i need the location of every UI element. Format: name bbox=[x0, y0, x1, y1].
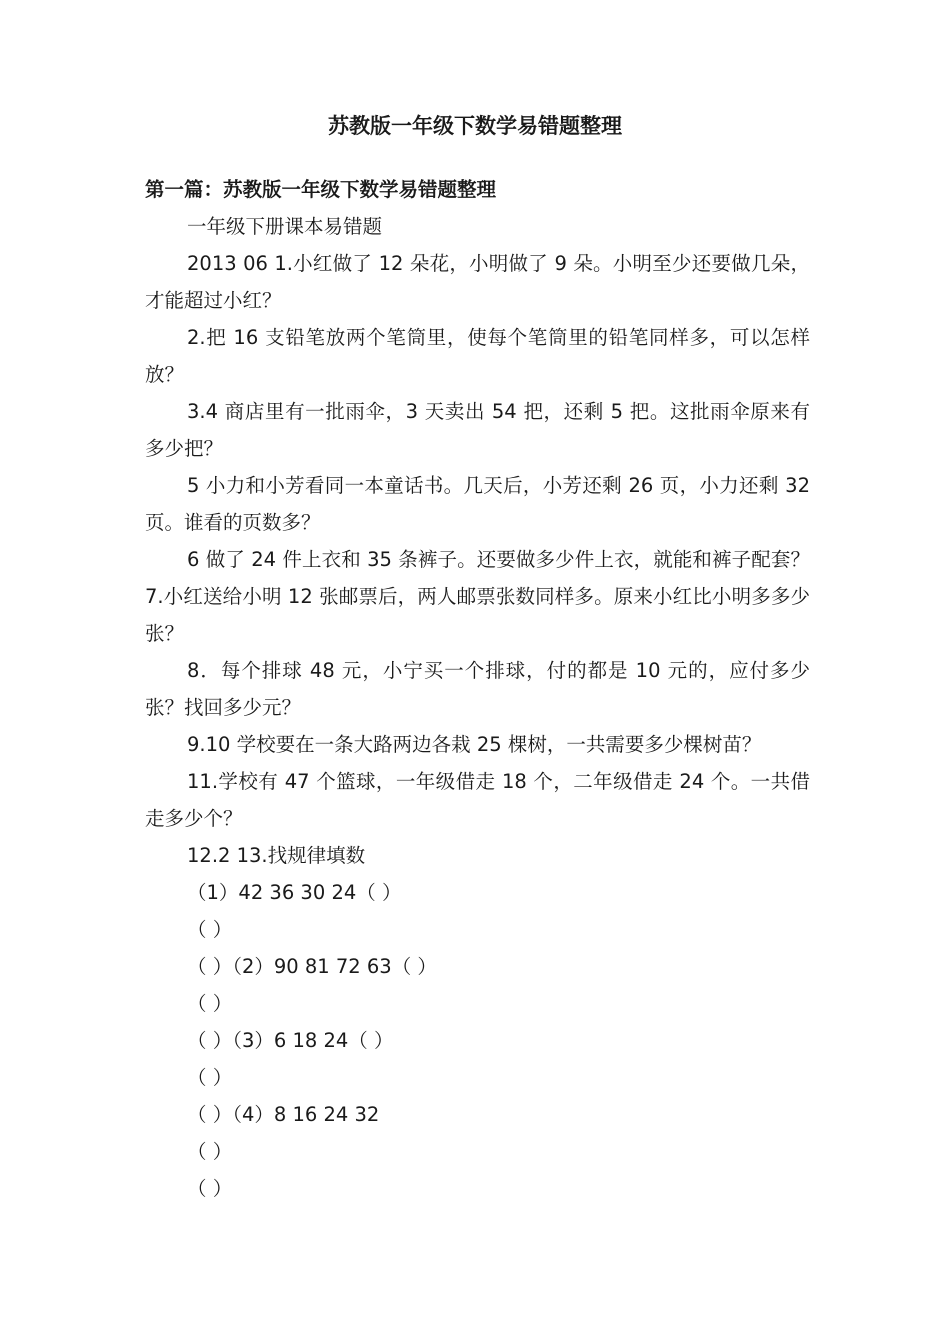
question-paragraph: 6 做了 24 件上衣和 35 条裤子。还要做多少件上衣，就能和裤子配套？ 7.小红送给小明 12 张邮票后，两人邮票张数同样多。原来小红比小明多多少张？ bbox=[145, 548, 810, 645]
document-body bbox=[145, 171, 810, 1207]
pattern-line: （ ）（3）6 18 24（ ） bbox=[187, 1029, 394, 1052]
subheading: 一年级下册课本易错题 bbox=[187, 215, 383, 238]
question-paragraph: 2013 06 1.小红做了 12 朵花，小明做了 9 朵。小明至少还要做几朵，才能超过小红？ bbox=[145, 252, 810, 312]
pattern-line: （ ） bbox=[187, 1140, 233, 1163]
pattern-line: （ ）（4）8 16 24 32 bbox=[187, 1103, 380, 1126]
document-title: 苏教版一年级下数学易错题整理 bbox=[328, 114, 622, 138]
question-paragraph: 9.10 学校要在一条大路两边各栽 25 棵树，一共需要多少棵树苗？ bbox=[187, 733, 762, 756]
question-paragraph: 3.4 商店里有一批雨伞，3 天卖出 54 把，还剩 5 把。这批雨伞原来有多少把？ bbox=[145, 400, 810, 460]
pattern-line: （ ） bbox=[187, 1066, 233, 1089]
section-heading: 第一篇：苏教版一年级下数学易错题整理 bbox=[145, 178, 497, 201]
question-paragraph: 2.把 16 支铅笔放两个笔筒里，使每个笔筒里的铅笔同样多，可以怎样放？ bbox=[145, 326, 810, 386]
question-paragraph: 8．每个排球 48 元，小宁买一个排球，付的都是 10 元的，应付多少张？找回多少元？ bbox=[145, 659, 810, 719]
pattern-line: （1）42 36 30 24（ ） bbox=[187, 881, 402, 904]
question-paragraph: 5 小力和小芳看同一本童话书。几天后，小芳还剩 26 页，小力还剩 32 页。谁看的页数多？ bbox=[145, 474, 810, 534]
pattern-line: 12.2 13.找规律填数 bbox=[187, 844, 366, 867]
question-paragraph: 11.学校有 47 个篮球，一年级借走 18 个，二年级借走 24 个。一共借走多少个？ bbox=[145, 770, 810, 830]
pattern-line: （ ） bbox=[187, 992, 233, 1015]
pattern-line: （ ）（2）90 81 72 63（ ） bbox=[187, 955, 437, 978]
pattern-line: （ ） bbox=[187, 918, 233, 941]
pattern-line: （ ） bbox=[187, 1177, 233, 1200]
